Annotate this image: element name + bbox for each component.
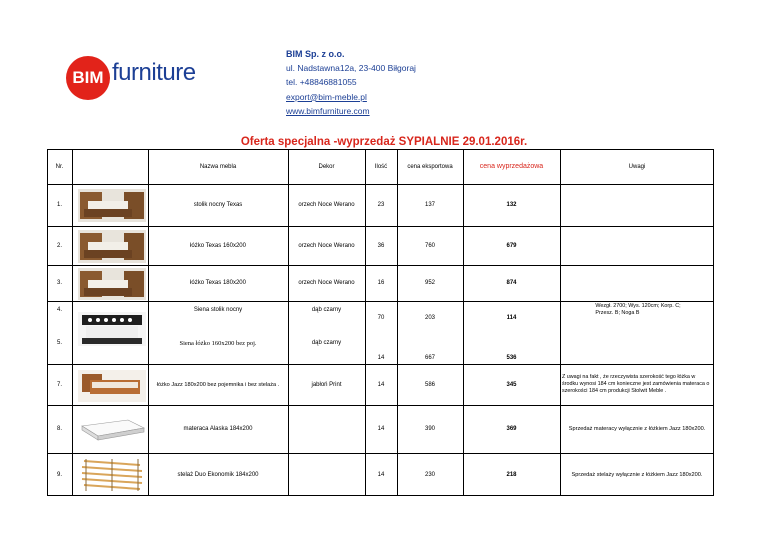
row-4-qty: 70 [377, 315, 385, 321]
row-3-sale-price: 874 [506, 280, 517, 286]
header-export-price: cena eksportowa [407, 163, 453, 170]
row-7-name: łóżko Jazz 180x200 bez pojemnika i bez stelaża . [156, 381, 280, 388]
row-9-export-price: 230 [424, 471, 435, 478]
company-website-link[interactable]: www.bimfurniture.com [286, 105, 370, 116]
row-7-export-price: 586 [424, 381, 435, 388]
document-title: Oferta specjalna -wyprzedaż SYPIALNIE 29.01.2016r. [240, 136, 528, 148]
bed-texas-image [78, 189, 146, 222]
row-8-qty: 14 [377, 426, 385, 432]
row-4-nr: 4. [56, 307, 62, 313]
row-1-decor: orzech Noce Werano [298, 202, 355, 208]
row-9-note: Sprzedaż stelaży wyłącznie z łóżkiem Jazz 180x200. [571, 471, 703, 478]
row-3-nr: 3. [56, 280, 62, 286]
header-nr: Nr. [55, 163, 64, 170]
row-1-export-price: 137 [424, 202, 435, 208]
row-5-name: Siena łóżko 160x200 bez poj. [179, 339, 257, 347]
mattress-alaska-image [78, 416, 146, 444]
row-2-nr: 2. [56, 242, 62, 249]
row-7-note: Z uwagi na fakt , że rzeczywista szerokość tego łóżka w środku wynosi 184 cm konieczne jest zamówienia materaca o szerokości 184 cm produkcji Stolwit Meble . [562, 374, 710, 394]
row-7-qty: 14 [377, 381, 385, 388]
bed-siena-image [78, 312, 146, 346]
row-4-decor: dąb czarny [311, 307, 342, 313]
row-5-qty: 14 [377, 355, 385, 361]
row-5-export-price: 667 [424, 355, 435, 361]
row-2-qty: 36 [377, 242, 385, 249]
header-qty: Ilość [374, 163, 388, 170]
company-name: BIM Sp. z o.o. [286, 49, 345, 59]
row-1-qty: 23 [377, 202, 385, 208]
row-2-decor: orzech Noce Werano [298, 242, 355, 249]
company-address: ul. Nadstawna12a, 23-400 Biłgoraj [286, 63, 416, 74]
row-3-export-price: 952 [424, 280, 435, 286]
logo-wordmark: furniture [112, 59, 196, 86]
row-9-sale-price: 218 [506, 471, 517, 478]
company-logo [66, 52, 206, 100]
bed-jazz-image [78, 370, 146, 402]
company-phone: tel. +48846881055 [286, 77, 357, 88]
row-5-sale-price: 536 [506, 355, 517, 361]
row-8-sale-price: 369 [506, 426, 517, 432]
header-notes: Uwagi [628, 163, 646, 170]
row-9-qty: 14 [377, 471, 385, 478]
row-3-decor: orzech Noce Werano [298, 280, 355, 286]
row-4-sale-price: 114 [506, 315, 517, 321]
row-1-sale-price: 132 [506, 202, 517, 208]
company-info [286, 47, 416, 118]
slatted-frame-image [78, 457, 146, 493]
bed-texas-160-image [78, 230, 146, 263]
row-5-nr: 5. [56, 340, 62, 346]
row-7-nr: 7. [56, 381, 62, 388]
logo-mark: BIM [66, 56, 110, 100]
row-9-name: stelaż Duo Ekonomik 184x200 [177, 471, 259, 478]
row-7-decor: jabłoń Print [311, 381, 342, 388]
row-2-sale-price: 679 [506, 242, 517, 249]
row-3-name: łóżko Texas 180x200 [190, 280, 246, 286]
row-2-name: łóżko Texas 160x200 [190, 242, 246, 249]
row-8-note: Sprzedaż materacy wyłącznie z łóżkiem Jazz 180x200. [568, 426, 706, 432]
row-4-name: Siena stolik nocny [193, 307, 243, 313]
company-email-link[interactable]: export@bim-meble.pl [286, 91, 367, 102]
header-name: Nazwa mebla [199, 163, 237, 170]
row-9-nr: 9. [56, 471, 62, 478]
row-2-export-price: 760 [424, 242, 435, 249]
header-decor: Dekor [318, 163, 335, 170]
row-3-qty: 16 [377, 280, 385, 286]
row-8-export-price: 390 [424, 426, 435, 432]
row-5-decor: dąb czarny [311, 340, 342, 346]
row-7-sale-price: 345 [506, 381, 517, 388]
row-1-name: stolik nocny Texas [193, 202, 243, 208]
row-4-note: Wezgł. 2700; Wys. 120cm; Korp. C; Przesz. B; Noga B [595, 303, 681, 316]
col-divider [72, 149, 73, 496]
row-8-name: materaca Alaska 184x200 [183, 426, 253, 432]
row-4-export-price: 203 [424, 315, 435, 321]
row-1-nr: 1. [56, 202, 62, 208]
row-8-nr: 8. [56, 426, 62, 432]
bed-texas-180-image [78, 268, 146, 300]
header-sale-price: cena wyprzedażowa [479, 163, 544, 170]
